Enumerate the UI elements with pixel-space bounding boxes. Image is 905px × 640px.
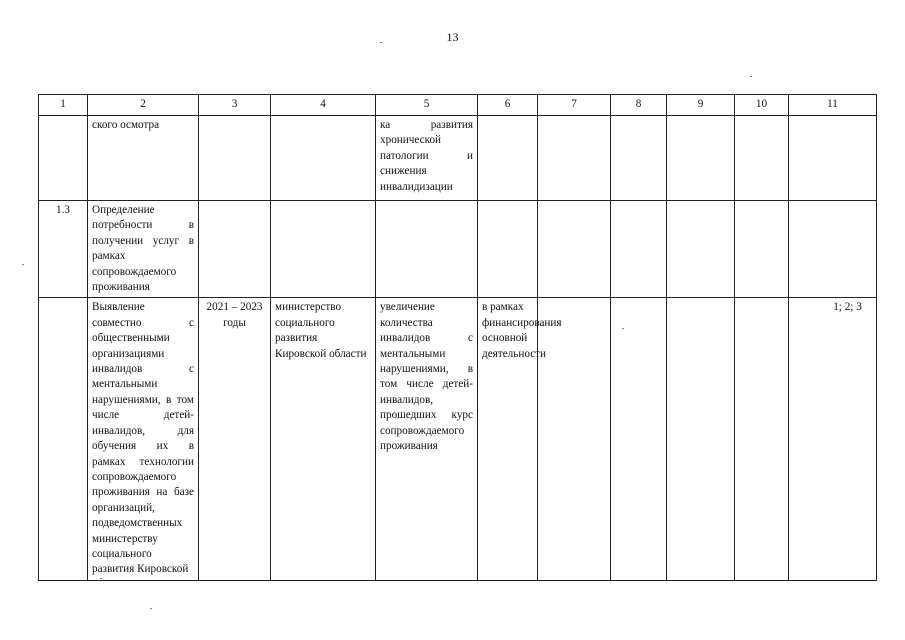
- page-number: 13: [446, 30, 459, 44]
- cell-period: 2021 – 2023 годы: [199, 298, 271, 580]
- table-row: [39, 116, 877, 201]
- cell-period: [199, 201, 271, 298]
- cell-event: ского осмотра: [88, 116, 199, 201]
- header-cell: 2: [88, 95, 199, 116]
- cell-col-8: [611, 298, 667, 580]
- table-row: [39, 201, 877, 298]
- scan-speck: [100, 578, 102, 579]
- scan-speck: [22, 264, 24, 265]
- cell-col-8: [611, 201, 667, 298]
- cell-number: [39, 116, 88, 201]
- cell-col-9: [667, 298, 735, 580]
- cell-col-7: [538, 298, 611, 580]
- cell-period: [199, 116, 271, 201]
- header-cell: 6: [478, 95, 538, 116]
- header-cell: 10: [735, 95, 789, 116]
- header-row: [39, 95, 877, 116]
- cell-col-11: [789, 201, 877, 298]
- cell-col-9: [667, 116, 735, 201]
- cell-funding: в рамках финансирования основной деятельности: [478, 298, 538, 580]
- header-cell: 9: [667, 95, 735, 116]
- cell-number: 1.3: [39, 201, 88, 298]
- cell-col-10: [735, 298, 789, 580]
- cell-col-11: 1; 2; 3: [789, 298, 877, 580]
- header-cell: 3: [199, 95, 271, 116]
- header-cell: 8: [611, 95, 667, 116]
- cell-col-11: [789, 116, 877, 201]
- cell-funding: [478, 116, 538, 201]
- cell-executor: [271, 116, 376, 201]
- scan-speck: [150, 608, 152, 609]
- cell-col-8: [611, 116, 667, 201]
- cell-executor: [271, 201, 376, 298]
- cell-executor: министерство социального развития Кировской области: [271, 298, 376, 580]
- cell-result: [376, 201, 478, 298]
- header-cell: 1: [39, 95, 88, 116]
- cell-col-10: [735, 116, 789, 201]
- cell-col-10: [735, 201, 789, 298]
- header-cell: 5: [376, 95, 478, 116]
- cell-number: [39, 298, 88, 580]
- scan-speck: [380, 42, 382, 43]
- table-row: [39, 298, 877, 580]
- cell-event: Определение потребности в получении услуг в рамках сопровождаемого проживания: [88, 201, 199, 298]
- header-cell: 11: [789, 95, 877, 116]
- header-cell: 7: [538, 95, 611, 116]
- scan-speck: [622, 328, 624, 329]
- cell-event: Выявление совместно с общественными организациями инвалидов с ментальными нарушениями, в том числе детей-инвалидов, для обучения их в рамках технологии сопровождаемого проживания на базе организаций, подведомственных министерству социального развития Кировской: [88, 298, 199, 580]
- header-cell: 4: [271, 95, 376, 116]
- cell-funding: [478, 201, 538, 298]
- plan-table: [38, 94, 877, 581]
- cell-col-7: [538, 201, 611, 298]
- scan-speck: [750, 76, 752, 77]
- cell-col-7: [538, 116, 611, 201]
- cell-result: ка развития хронической патологии и снижения инвалидизации: [376, 116, 478, 201]
- cell-col-9: [667, 201, 735, 298]
- cell-result: увеличение количества инвалидов с ментальными нарушениями, в том числе детей-инвалидов, прошедших курс сопровождаемого проживания: [376, 298, 478, 580]
